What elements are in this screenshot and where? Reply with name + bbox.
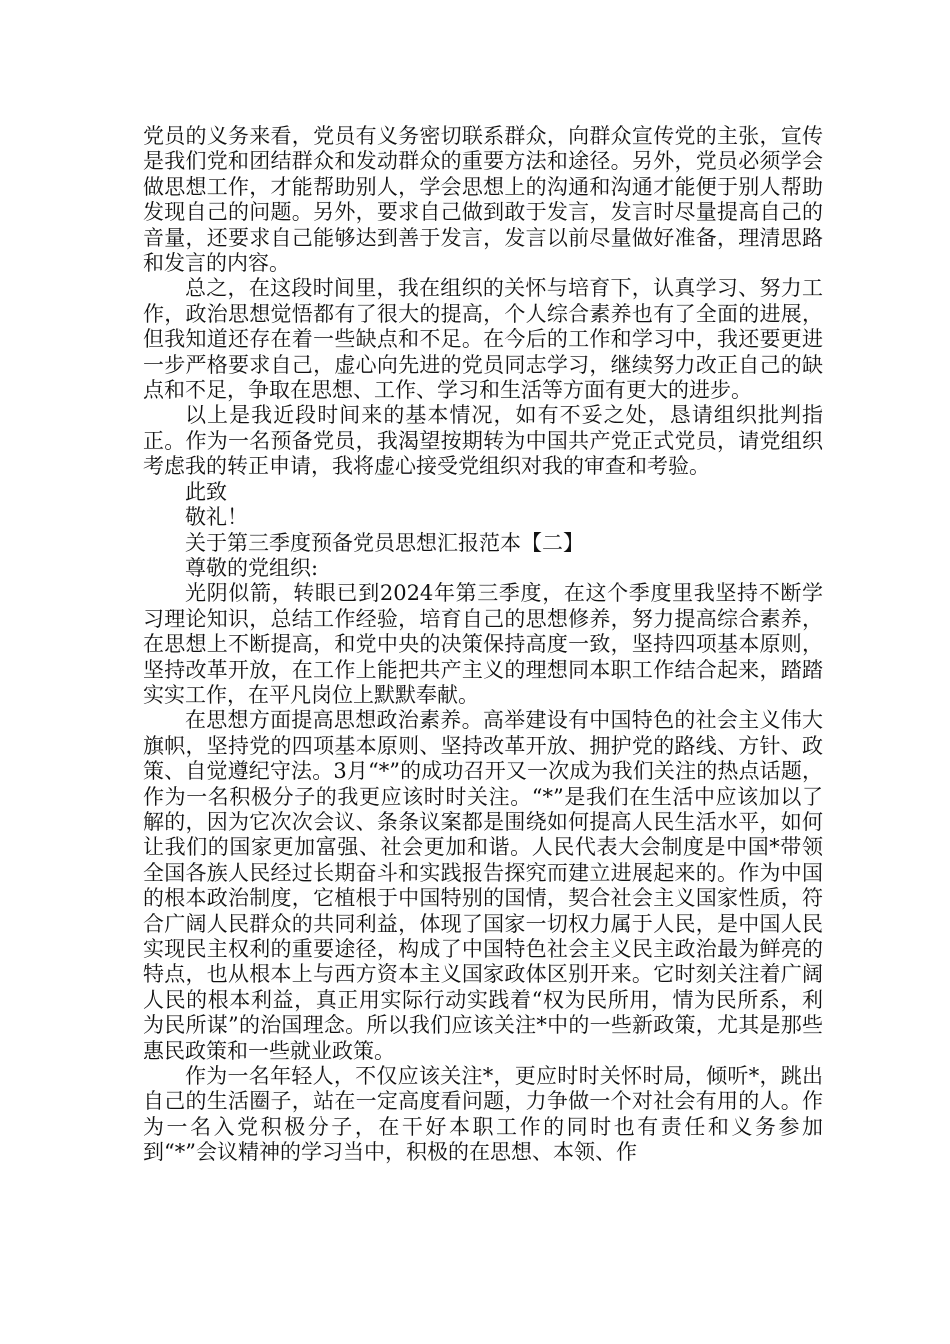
paragraph-6: 作为一名年轻人，不仅应该关注*，更应时时关怀时局，倾听*，跳出自己的生活圈子，站在一定高度看问题，力争做一个对社会有用的人。作为一名入党积极分子，在干好本职工作的同时也有责任和义务参加到“*”会议精神的学习当中，积极的在思想、本领、作 (143, 1064, 823, 1165)
paragraph-4: 光阴似箭，转眼已到2024年第三季度，在这个季度里我坚持不断学习理论知识，总结工作经验，培育自己的思想修养，努力提高综合素养，在思想上不断提高，和党中央的决策保持高度一致，坚持四项基本原则，坚持改革开放，在工作上能把共产主义的理想同本职工作结合起来，踏踏实实工作，在平凡岗位上默默奉献。 (143, 581, 823, 707)
paragraph-5: 在思想方面提高思想政治素养。高举建设有中国特色的社会主义伟大旗帜，坚持党的四项基本原则、坚持改革开放、拥护党的路线、方针、政策、自觉遵纪守法。3月“*”的成功召开又一次成为我们关注的热点话题，作为一名积极分子的我更应该时时关注。“*”是我们在生活中应该加以了解的，因为它次次会议、条条议案都是围绕如何提高人民生活水平，如何让我们的国家更加富强、社会更加和谐。人民代表大会制度是中国*带领全国各族人民经过长期奋斗和实践报告探究而建立进展起来的。作为中国的根本政治制度，它植根于中国特别的国情，契合社会主义国家性质，符合广阔人民群众的共同利益，体现了国家一切权力属于人民，是中国人民实现民主权利的重要途径，构成了中国特色社会主义民主政治最为鲜亮的特点，也从根本上与西方资本主义国家政体区别开来。它时刻关注着广阔人民的根本利益，真正用实际行动实践着“权为民所用，情为民所系，利为民所谋”的治国理念。所以我们应该关注*中的一些新政策，尤其是那些惠民政策和一些就业政策。 (143, 708, 823, 1063)
section-title: 关于第三季度预备党员思想汇报范本【二】 (185, 530, 584, 555)
paragraph-1: 党员的义务来看，党员有义务密切联系群众，向群众宣传党的主张，宣传是我们党和团结群众和发动群众的重要方法和途径。另外，党员必须学会做思想工作，才能帮助别人，学会思想上的沟通和沟通才能便于别人帮助发现自己的问题。另外，要求自己做到敢于发言，发言时尽量提高自己的音量，还要求自己能够达到善于发言，发言以前尽量做好准备，理清思路和发言的内容。 (143, 124, 823, 276)
greeting: 尊敬的党组织: (185, 555, 319, 580)
closing-regards: 敬礼！ (185, 505, 248, 530)
document-body (143, 124, 823, 1166)
closing-salutation: 此致 (185, 479, 227, 504)
paragraph-3: 以上是我近段时间来的基本情况，如有不妥之处，恳请组织批判指正。作为一名预备党员，我渴望按期转为中国共产党正式党员，请党组织考虑我的转正申请，我将虚心接受党组织对我的审查和考验。 (143, 403, 823, 479)
paragraph-2: 总之，在这段时间里，我在组织的关怀与培育下，认真学习、努力工作，政治思想觉悟都有了很大的提高，个人综合素养也有了全面的进展，但我知道还存在着一些缺点和不足。在今后的工作和学习中，我还要更进一步严格要求自己，虚心向先进的党员同志学习，继续努力改正自己的缺点和不足，争取在思想、工作、学习和生活等方面有更大的进步。 (143, 276, 823, 403)
